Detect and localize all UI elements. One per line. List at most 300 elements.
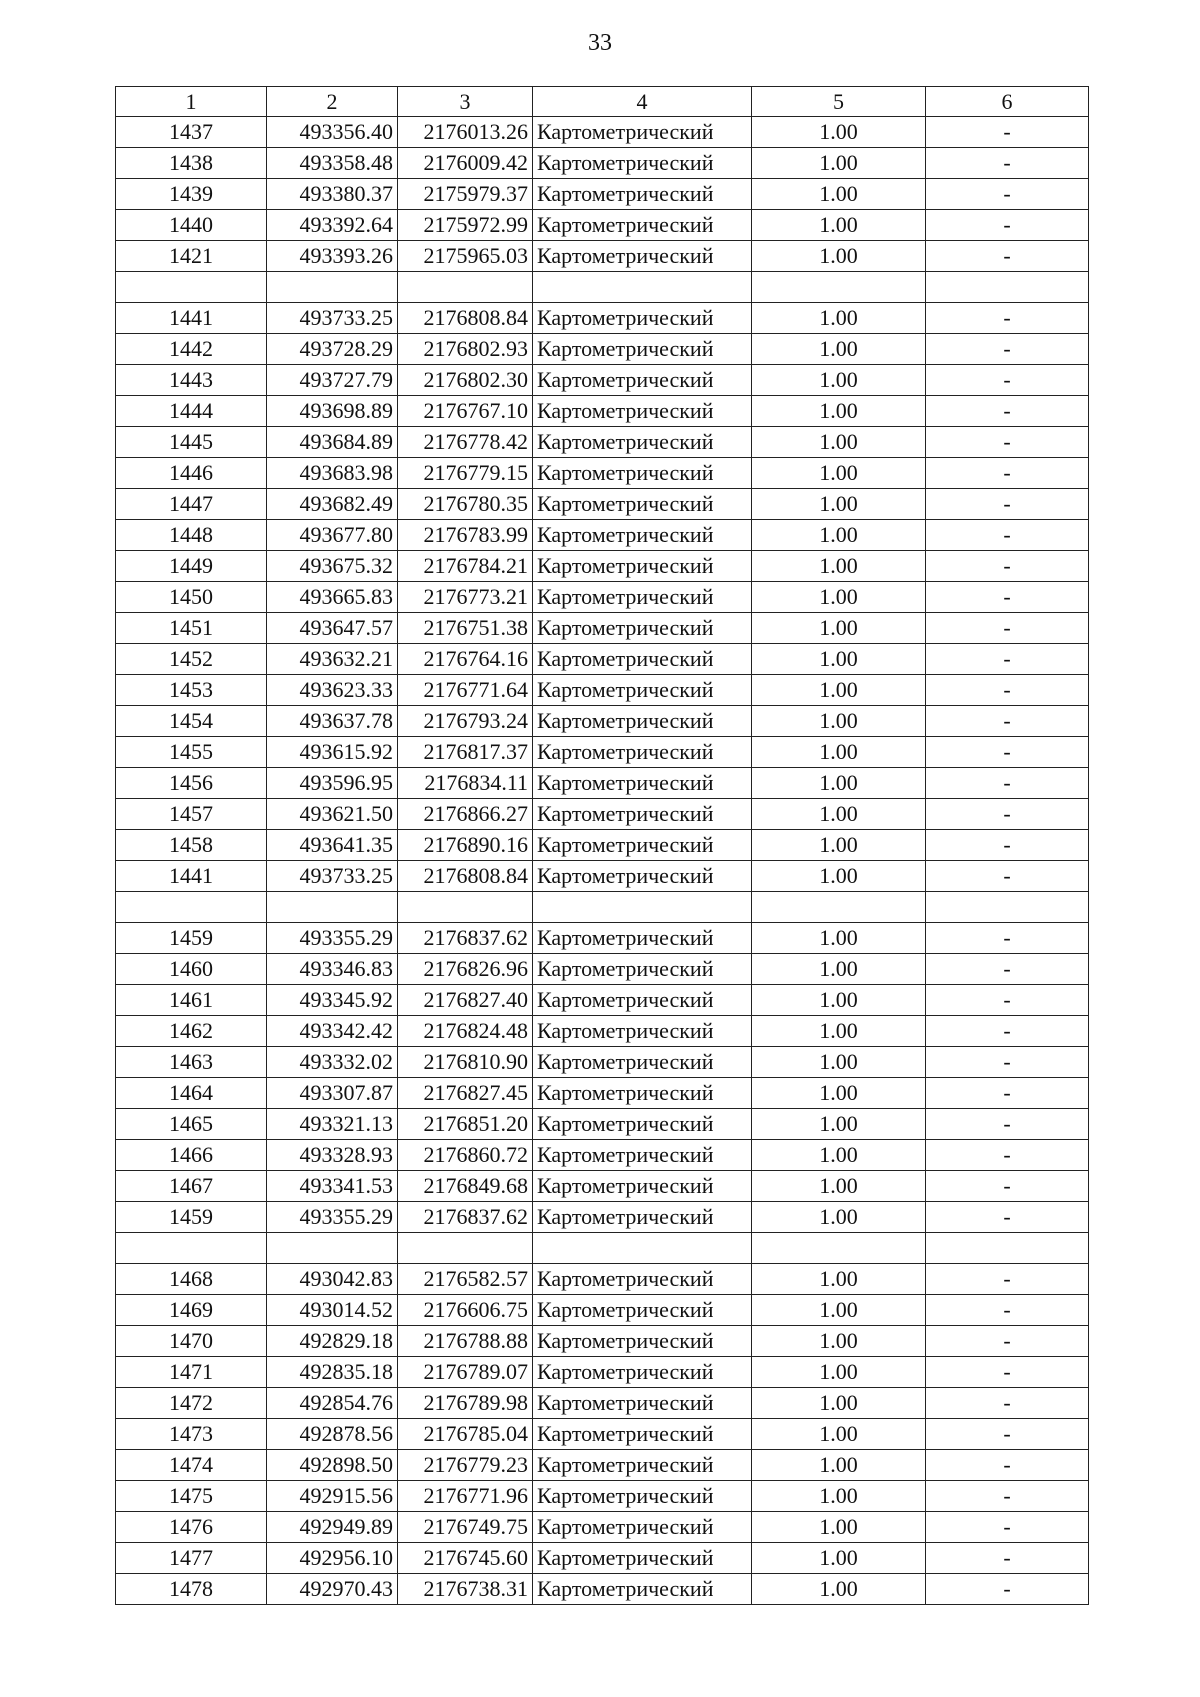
method-cell: Картометрический	[533, 644, 752, 675]
description-cell: -	[926, 365, 1089, 396]
point-number-cell: 1449	[116, 551, 267, 582]
table-header-row	[116, 87, 1089, 117]
y-coordinate-cell: 2176824.48	[398, 1016, 533, 1047]
point-number-cell: 1469	[116, 1295, 267, 1326]
point-number-cell: 1456	[116, 768, 267, 799]
table-row	[116, 923, 1089, 954]
description-cell	[926, 892, 1089, 923]
table-row	[116, 706, 1089, 737]
y-coordinate-cell: 2176764.16	[398, 644, 533, 675]
x-coordinate-cell: 493307.87	[267, 1078, 398, 1109]
table-row	[116, 241, 1089, 272]
point-number-cell: 1478	[116, 1574, 267, 1605]
accuracy-cell: 1.00	[752, 1543, 926, 1574]
description-cell: -	[926, 954, 1089, 985]
point-number-cell: 1451	[116, 613, 267, 644]
x-coordinate-cell: 493728.29	[267, 334, 398, 365]
x-coordinate-cell: 493621.50	[267, 799, 398, 830]
y-coordinate-cell: 2176749.75	[398, 1512, 533, 1543]
table-row	[116, 799, 1089, 830]
accuracy-cell: 1.00	[752, 954, 926, 985]
table-row	[116, 1016, 1089, 1047]
table-row	[116, 675, 1089, 706]
y-coordinate-cell: 2176771.64	[398, 675, 533, 706]
point-number-cell: 1457	[116, 799, 267, 830]
x-coordinate-cell: 493596.95	[267, 768, 398, 799]
x-coordinate-cell: 493321.13	[267, 1109, 398, 1140]
table-row	[116, 210, 1089, 241]
point-number-cell: 1475	[116, 1481, 267, 1512]
accuracy-cell: 1.00	[752, 1295, 926, 1326]
method-cell: Картометрический	[533, 334, 752, 365]
method-cell: Картометрический	[533, 489, 752, 520]
accuracy-cell: 1.00	[752, 1078, 926, 1109]
x-coordinate-cell: 493042.83	[267, 1264, 398, 1295]
table-body	[116, 117, 1089, 1605]
y-coordinate-cell: 2176826.96	[398, 954, 533, 985]
x-coordinate-cell: 493392.64	[267, 210, 398, 241]
point-number-cell: 1460	[116, 954, 267, 985]
table-separator-row	[116, 892, 1089, 923]
x-coordinate-cell: 493014.52	[267, 1295, 398, 1326]
accuracy-cell: 1.00	[752, 830, 926, 861]
description-cell: -	[926, 582, 1089, 613]
description-cell: -	[926, 613, 1089, 644]
method-cell: Картометрический	[533, 923, 752, 954]
column-header-5: 5	[752, 87, 926, 117]
description-cell: -	[926, 551, 1089, 582]
y-coordinate-cell: 2176013.26	[398, 117, 533, 148]
point-number-cell	[116, 892, 267, 923]
accuracy-cell: 1.00	[752, 799, 926, 830]
x-coordinate-cell: 493380.37	[267, 179, 398, 210]
point-number-cell: 1474	[116, 1450, 267, 1481]
description-cell: -	[926, 1481, 1089, 1512]
x-coordinate-cell: 493675.32	[267, 551, 398, 582]
x-coordinate-cell	[267, 272, 398, 303]
accuracy-cell: 1.00	[752, 458, 926, 489]
x-coordinate-cell: 493683.98	[267, 458, 398, 489]
description-cell: -	[926, 1140, 1089, 1171]
table-row	[116, 365, 1089, 396]
description-cell: -	[926, 799, 1089, 830]
x-coordinate-cell: 493632.21	[267, 644, 398, 675]
description-cell: -	[926, 117, 1089, 148]
table-row	[116, 334, 1089, 365]
accuracy-cell: 1.00	[752, 985, 926, 1016]
accuracy-cell: 1.00	[752, 768, 926, 799]
table-row	[116, 520, 1089, 551]
description-cell: -	[926, 1543, 1089, 1574]
point-number-cell: 1459	[116, 1202, 267, 1233]
point-number-cell: 1448	[116, 520, 267, 551]
description-cell	[926, 272, 1089, 303]
method-cell: Картометрический	[533, 985, 752, 1016]
page-number: 33	[588, 30, 612, 56]
description-cell: -	[926, 644, 1089, 675]
table-row	[116, 1450, 1089, 1481]
point-number-cell: 1477	[116, 1543, 267, 1574]
table-separator-row	[116, 272, 1089, 303]
x-coordinate-cell: 493637.78	[267, 706, 398, 737]
x-coordinate-cell: 493677.80	[267, 520, 398, 551]
accuracy-cell: 1.00	[752, 613, 926, 644]
accuracy-cell: 1.00	[752, 1109, 926, 1140]
point-number-cell: 1444	[116, 396, 267, 427]
description-cell: -	[926, 1357, 1089, 1388]
accuracy-cell: 1.00	[752, 1047, 926, 1078]
method-cell: Картометрический	[533, 458, 752, 489]
method-cell: Картометрический	[533, 148, 752, 179]
y-coordinate-cell: 2176783.99	[398, 520, 533, 551]
method-cell: Картометрический	[533, 1450, 752, 1481]
y-coordinate-cell: 2176808.84	[398, 303, 533, 334]
point-number-cell: 1459	[116, 923, 267, 954]
x-coordinate-cell: 493328.93	[267, 1140, 398, 1171]
accuracy-cell: 1.00	[752, 210, 926, 241]
description-cell: -	[926, 303, 1089, 334]
method-cell: Картометрический	[533, 365, 752, 396]
description-cell: -	[926, 985, 1089, 1016]
y-coordinate-cell: 2176866.27	[398, 799, 533, 830]
description-cell: -	[926, 1047, 1089, 1078]
x-coordinate-cell: 493393.26	[267, 241, 398, 272]
description-cell: -	[926, 1202, 1089, 1233]
method-cell: Картометрический	[533, 1357, 752, 1388]
method-cell: Картометрический	[533, 1171, 752, 1202]
point-number-cell: 1454	[116, 706, 267, 737]
table-row	[116, 985, 1089, 1016]
accuracy-cell: 1.00	[752, 1512, 926, 1543]
accuracy-cell: 1.00	[752, 1264, 926, 1295]
accuracy-cell: 1.00	[752, 675, 926, 706]
y-coordinate-cell: 2176779.23	[398, 1450, 533, 1481]
y-coordinate-cell: 2176771.96	[398, 1481, 533, 1512]
y-coordinate-cell: 2176767.10	[398, 396, 533, 427]
table-row	[116, 861, 1089, 892]
accuracy-cell: 1.00	[752, 489, 926, 520]
y-coordinate-cell: 2175965.03	[398, 241, 533, 272]
y-coordinate-cell: 2176745.60	[398, 1543, 533, 1574]
column-header-4: 4	[533, 87, 752, 117]
accuracy-cell: 1.00	[752, 706, 926, 737]
y-coordinate-cell: 2176849.68	[398, 1171, 533, 1202]
accuracy-cell: 1.00	[752, 1450, 926, 1481]
point-number-cell: 1438	[116, 148, 267, 179]
description-cell: -	[926, 1326, 1089, 1357]
table-row	[116, 458, 1089, 489]
accuracy-cell: 1.00	[752, 1202, 926, 1233]
x-coordinate-cell: 492898.50	[267, 1450, 398, 1481]
x-coordinate-cell: 492915.56	[267, 1481, 398, 1512]
accuracy-cell: 1.00	[752, 1140, 926, 1171]
description-cell: -	[926, 1264, 1089, 1295]
method-cell: Картометрический	[533, 1419, 752, 1450]
column-header-2: 2	[267, 87, 398, 117]
method-cell	[533, 272, 752, 303]
method-cell: Картометрический	[533, 582, 752, 613]
point-number-cell: 1470	[116, 1326, 267, 1357]
accuracy-cell: 1.00	[752, 303, 926, 334]
point-number-cell: 1466	[116, 1140, 267, 1171]
y-coordinate-cell: 2176778.42	[398, 427, 533, 458]
point-number-cell	[116, 1233, 267, 1264]
x-coordinate-cell: 493356.40	[267, 117, 398, 148]
point-number-cell: 1442	[116, 334, 267, 365]
accuracy-cell: 1.00	[752, 365, 926, 396]
point-number-cell: 1441	[116, 861, 267, 892]
description-cell: -	[926, 830, 1089, 861]
x-coordinate-cell	[267, 1233, 398, 1264]
y-coordinate-cell: 2176582.57	[398, 1264, 533, 1295]
method-cell: Картометрический	[533, 706, 752, 737]
x-coordinate-cell: 493615.92	[267, 737, 398, 768]
point-number-cell: 1421	[116, 241, 267, 272]
y-coordinate-cell: 2176738.31	[398, 1574, 533, 1605]
accuracy-cell: 1.00	[752, 1171, 926, 1202]
point-number-cell: 1467	[116, 1171, 267, 1202]
point-number-cell: 1463	[116, 1047, 267, 1078]
accuracy-cell: 1.00	[752, 737, 926, 768]
accuracy-cell: 1.00	[752, 427, 926, 458]
x-coordinate-cell: 493727.79	[267, 365, 398, 396]
y-coordinate-cell: 2176779.15	[398, 458, 533, 489]
accuracy-cell: 1.00	[752, 117, 926, 148]
accuracy-cell	[752, 892, 926, 923]
x-coordinate-cell: 493345.92	[267, 985, 398, 1016]
x-coordinate-cell: 493332.02	[267, 1047, 398, 1078]
y-coordinate-cell: 2176827.40	[398, 985, 533, 1016]
description-cell: -	[926, 148, 1089, 179]
method-cell: Картометрический	[533, 1109, 752, 1140]
method-cell: Картометрический	[533, 1202, 752, 1233]
accuracy-cell: 1.00	[752, 582, 926, 613]
y-coordinate-cell: 2176789.07	[398, 1357, 533, 1388]
x-coordinate-cell	[267, 892, 398, 923]
method-cell: Картометрический	[533, 427, 752, 458]
y-coordinate-cell: 2175972.99	[398, 210, 533, 241]
table-row	[116, 1574, 1089, 1605]
point-number-cell: 1468	[116, 1264, 267, 1295]
method-cell: Картометрический	[533, 1016, 752, 1047]
y-coordinate-cell: 2176851.20	[398, 1109, 533, 1140]
point-number-cell: 1439	[116, 179, 267, 210]
accuracy-cell: 1.00	[752, 396, 926, 427]
accuracy-cell: 1.00	[752, 644, 926, 675]
accuracy-cell: 1.00	[752, 861, 926, 892]
accuracy-cell: 1.00	[752, 1357, 926, 1388]
x-coordinate-cell: 493641.35	[267, 830, 398, 861]
accuracy-cell: 1.00	[752, 1388, 926, 1419]
description-cell: -	[926, 427, 1089, 458]
method-cell: Картометрический	[533, 737, 752, 768]
table-row	[116, 179, 1089, 210]
x-coordinate-cell: 492829.18	[267, 1326, 398, 1357]
y-coordinate-cell: 2176780.35	[398, 489, 533, 520]
point-number-cell: 1473	[116, 1419, 267, 1450]
point-number-cell: 1458	[116, 830, 267, 861]
description-cell: -	[926, 520, 1089, 551]
method-cell	[533, 892, 752, 923]
method-cell: Картометрический	[533, 1481, 752, 1512]
method-cell: Картометрический	[533, 303, 752, 334]
description-cell: -	[926, 1388, 1089, 1419]
y-coordinate-cell: 2176606.75	[398, 1295, 533, 1326]
method-cell: Картометрический	[533, 1512, 752, 1543]
table-row	[116, 582, 1089, 613]
y-coordinate-cell	[398, 1233, 533, 1264]
accuracy-cell: 1.00	[752, 148, 926, 179]
table-row	[116, 551, 1089, 582]
accuracy-cell: 1.00	[752, 1481, 926, 1512]
description-cell: -	[926, 1295, 1089, 1326]
description-cell: -	[926, 1512, 1089, 1543]
description-cell: -	[926, 334, 1089, 365]
method-cell: Картометрический	[533, 1574, 752, 1605]
description-cell: -	[926, 1078, 1089, 1109]
table-row	[116, 1326, 1089, 1357]
table-row	[116, 489, 1089, 520]
table-row	[116, 768, 1089, 799]
description-cell: -	[926, 706, 1089, 737]
method-cell: Картометрический	[533, 396, 752, 427]
description-cell: -	[926, 675, 1089, 706]
column-header-3: 3	[398, 87, 533, 117]
point-number-cell	[116, 272, 267, 303]
table-row	[116, 148, 1089, 179]
description-cell: -	[926, 210, 1089, 241]
description-cell: -	[926, 1109, 1089, 1140]
description-cell: -	[926, 737, 1089, 768]
x-coordinate-cell: 492835.18	[267, 1357, 398, 1388]
table-row	[116, 1512, 1089, 1543]
y-coordinate-cell: 2176009.42	[398, 148, 533, 179]
table-row	[116, 117, 1089, 148]
x-coordinate-cell: 492878.56	[267, 1419, 398, 1450]
y-coordinate-cell: 2176784.21	[398, 551, 533, 582]
coordinates-table	[115, 86, 1089, 1605]
point-number-cell: 1450	[116, 582, 267, 613]
accuracy-cell	[752, 272, 926, 303]
method-cell: Картометрический	[533, 1295, 752, 1326]
x-coordinate-cell: 493682.49	[267, 489, 398, 520]
description-cell: -	[926, 768, 1089, 799]
y-coordinate-cell: 2176834.11	[398, 768, 533, 799]
y-coordinate-cell: 2176802.30	[398, 365, 533, 396]
x-coordinate-cell: 492854.76	[267, 1388, 398, 1419]
x-coordinate-cell: 493358.48	[267, 148, 398, 179]
method-cell: Картометрический	[533, 1078, 752, 1109]
point-number-cell: 1447	[116, 489, 267, 520]
description-cell: -	[926, 1016, 1089, 1047]
point-number-cell: 1443	[116, 365, 267, 396]
method-cell: Картометрический	[533, 1264, 752, 1295]
x-coordinate-cell: 493355.29	[267, 1202, 398, 1233]
y-coordinate-cell: 2176788.88	[398, 1326, 533, 1357]
y-coordinate-cell	[398, 892, 533, 923]
y-coordinate-cell: 2176890.16	[398, 830, 533, 861]
description-cell: -	[926, 458, 1089, 489]
table-row	[116, 1481, 1089, 1512]
method-cell: Картометрический	[533, 1047, 752, 1078]
y-coordinate-cell: 2176751.38	[398, 613, 533, 644]
x-coordinate-cell: 492949.89	[267, 1512, 398, 1543]
description-cell: -	[926, 1171, 1089, 1202]
point-number-cell: 1476	[116, 1512, 267, 1543]
method-cell	[533, 1233, 752, 1264]
y-coordinate-cell: 2175979.37	[398, 179, 533, 210]
x-coordinate-cell: 493698.89	[267, 396, 398, 427]
accuracy-cell: 1.00	[752, 551, 926, 582]
method-cell: Картометрический	[533, 1388, 752, 1419]
point-number-cell: 1461	[116, 985, 267, 1016]
y-coordinate-cell: 2176773.21	[398, 582, 533, 613]
y-coordinate-cell: 2176860.72	[398, 1140, 533, 1171]
method-cell: Картометрический	[533, 117, 752, 148]
description-cell	[926, 1233, 1089, 1264]
y-coordinate-cell: 2176827.45	[398, 1078, 533, 1109]
point-number-cell: 1453	[116, 675, 267, 706]
table-row	[116, 737, 1089, 768]
table-row	[116, 1543, 1089, 1574]
accuracy-cell	[752, 1233, 926, 1264]
method-cell: Картометрический	[533, 799, 752, 830]
method-cell: Картометрический	[533, 768, 752, 799]
method-cell: Картометрический	[533, 1140, 752, 1171]
table-row	[116, 954, 1089, 985]
description-cell: -	[926, 396, 1089, 427]
table-separator-row	[116, 1233, 1089, 1264]
table-row	[116, 1295, 1089, 1326]
point-number-cell: 1472	[116, 1388, 267, 1419]
point-number-cell: 1471	[116, 1357, 267, 1388]
x-coordinate-cell: 493623.33	[267, 675, 398, 706]
description-cell: -	[926, 489, 1089, 520]
point-number-cell: 1440	[116, 210, 267, 241]
table-row	[116, 1264, 1089, 1295]
point-number-cell: 1462	[116, 1016, 267, 1047]
method-cell: Картометрический	[533, 520, 752, 551]
accuracy-cell: 1.00	[752, 1016, 926, 1047]
x-coordinate-cell: 493665.83	[267, 582, 398, 613]
table-row	[116, 303, 1089, 334]
y-coordinate-cell: 2176837.62	[398, 923, 533, 954]
x-coordinate-cell: 493342.42	[267, 1016, 398, 1047]
table-row	[116, 1202, 1089, 1233]
accuracy-cell: 1.00	[752, 1326, 926, 1357]
x-coordinate-cell: 493346.83	[267, 954, 398, 985]
y-coordinate-cell: 2176810.90	[398, 1047, 533, 1078]
table-row	[116, 613, 1089, 644]
accuracy-cell: 1.00	[752, 1419, 926, 1450]
table-row	[116, 1171, 1089, 1202]
x-coordinate-cell: 493647.57	[267, 613, 398, 644]
y-coordinate-cell: 2176802.93	[398, 334, 533, 365]
y-coordinate-cell: 2176817.37	[398, 737, 533, 768]
y-coordinate-cell: 2176808.84	[398, 861, 533, 892]
method-cell: Картометрический	[533, 830, 752, 861]
accuracy-cell: 1.00	[752, 179, 926, 210]
table-row	[116, 1140, 1089, 1171]
method-cell: Картометрический	[533, 241, 752, 272]
point-number-cell: 1465	[116, 1109, 267, 1140]
table-row	[116, 1419, 1089, 1450]
description-cell: -	[926, 1574, 1089, 1605]
y-coordinate-cell: 2176785.04	[398, 1419, 533, 1450]
x-coordinate-cell: 493355.29	[267, 923, 398, 954]
y-coordinate-cell: 2176837.62	[398, 1202, 533, 1233]
table-row	[116, 1388, 1089, 1419]
